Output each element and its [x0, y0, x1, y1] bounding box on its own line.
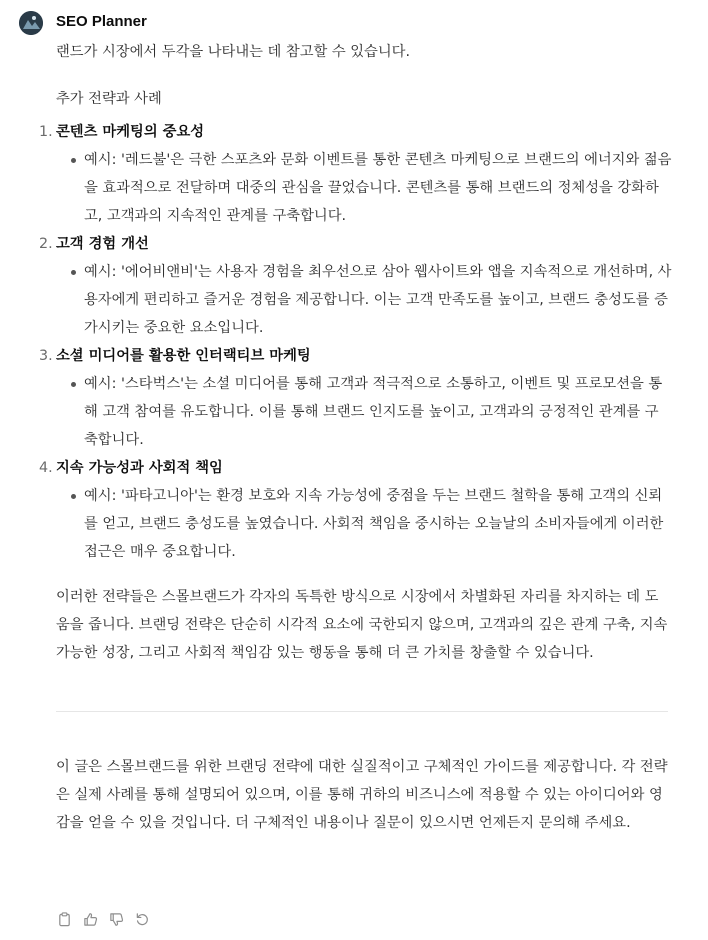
regenerate-icon — [135, 912, 150, 927]
example-text: 예시: '파타고니아'는 환경 보호와 지속 가능성에 중점을 두는 브랜드 철학을 통해 고객의 신뢰를 얻고, 브랜드 충성도를 높였습니다. 사회적 책임을 중시하는 오늘날의 소비자들에게 이러한 접근은 매우 중요합니다. — [84, 488, 664, 560]
divider — [56, 711, 668, 712]
sender-name: SEO Planner — [56, 13, 147, 30]
bullet-icon — [71, 158, 76, 163]
strategy-title: 소셜 미디어를 활용한 인터랙티브 마케팅 — [56, 348, 311, 364]
message-actions — [56, 911, 151, 928]
example-list — [56, 370, 672, 454]
planner-logo-icon — [19, 11, 43, 35]
example-list — [56, 146, 672, 230]
intro-text: 랜드가 시장에서 두각을 나타내는 데 참고할 수 있습니다. — [56, 44, 411, 60]
bullet-icon — [71, 382, 76, 387]
strategy-list — [39, 118, 672, 566]
bullet-icon — [71, 270, 76, 275]
example-list — [56, 482, 672, 566]
strategy-title: 지속 가능성과 사회적 책임 — [56, 460, 223, 476]
example-text: 예시: '에어비앤비'는 사용자 경험을 최우선으로 삼아 웹사이트와 앱을 지속적으로 개선하며, 사용자에게 편리하고 즐거운 경험을 제공합니다. 이는 고객 만족도를 높이고, 브랜드 충성도를 증가시키는 중요한 요소입니다. — [84, 264, 672, 336]
example-item — [84, 258, 672, 342]
example-item — [84, 370, 672, 454]
example-text: 예시: '레드불'은 극한 스포츠와 문화 이벤트를 통한 콘텐츠 마케팅으로 브랜드의 에너지와 젊음을 효과적으로 전달하며 대중의 관심을 끌었습니다. 콘텐츠를 통해 브랜드의 정체성을 강화하고, 고객과의 지속적인 관계를 구축합니다. — [84, 152, 672, 224]
thumbs-up-icon — [83, 912, 98, 927]
strategy-item — [39, 118, 672, 230]
strategy-number: 3. — [39, 348, 53, 364]
strategy-title: 콘텐츠 마케팅의 중요성 — [56, 124, 205, 140]
example-item — [84, 482, 672, 566]
bullet-icon — [71, 494, 76, 499]
closing-text: 이 글은 스몰브랜드를 위한 브랜딩 전략에 대한 실질적이고 구체적인 가이드를 제공합니다. 각 전략은 실제 사례를 통해 설명되어 있으며, 이를 통해 귀하의 비즈니스에 적용할 수 있는 아이디어와 영감을 얻을 수 있을 것입니다. 더 구체적인 내용이나 질문이 있으시면 언제든지 문의해 주세요. — [56, 759, 668, 831]
strategy-number: 4. — [39, 460, 53, 476]
copy-button[interactable] — [56, 911, 73, 928]
thumbs-down-icon — [109, 912, 124, 927]
strategy-item — [39, 230, 672, 342]
strategy-item — [39, 454, 672, 566]
thumbs-up-button[interactable] — [82, 911, 99, 928]
message-body — [39, 38, 672, 837]
example-item — [84, 146, 672, 230]
clipboard-icon — [57, 912, 72, 927]
thumbs-down-button[interactable] — [108, 911, 125, 928]
strategy-number: 1. — [39, 124, 53, 140]
regenerate-button[interactable] — [134, 911, 151, 928]
example-text: 예시: '스타벅스'는 소셜 미디어를 통해 고객과 적극적으로 소통하고, 이벤트 및 프로모션을 통해 고객 참여를 유도합니다. 이를 통해 브랜드 인지도를 높이고, 고객과의 긍정적인 관계를 구축합니다. — [84, 376, 663, 448]
strategy-number: 2. — [39, 236, 53, 252]
strategy-item — [39, 342, 672, 454]
strategy-title: 고객 경험 개선 — [56, 236, 149, 252]
section-heading: 추가 전략과 사례 — [56, 91, 162, 107]
example-list — [56, 258, 672, 342]
assistant-avatar — [19, 11, 43, 35]
conclusion-text: 이러한 전략들은 스몰브랜드가 각자의 독특한 방식으로 시장에서 차별화된 자리를 차지하는 데 도움을 줍니다. 브랜딩 전략은 단순히 시각적 요소에 국한되지 않으며, 고객과의 깊은 관계 구축, 지속 가능한 성장, 그리고 사회적 책임감 있는 행동을 통해 더 큰 가치를 창출할 수 있습니다. — [56, 589, 668, 661]
